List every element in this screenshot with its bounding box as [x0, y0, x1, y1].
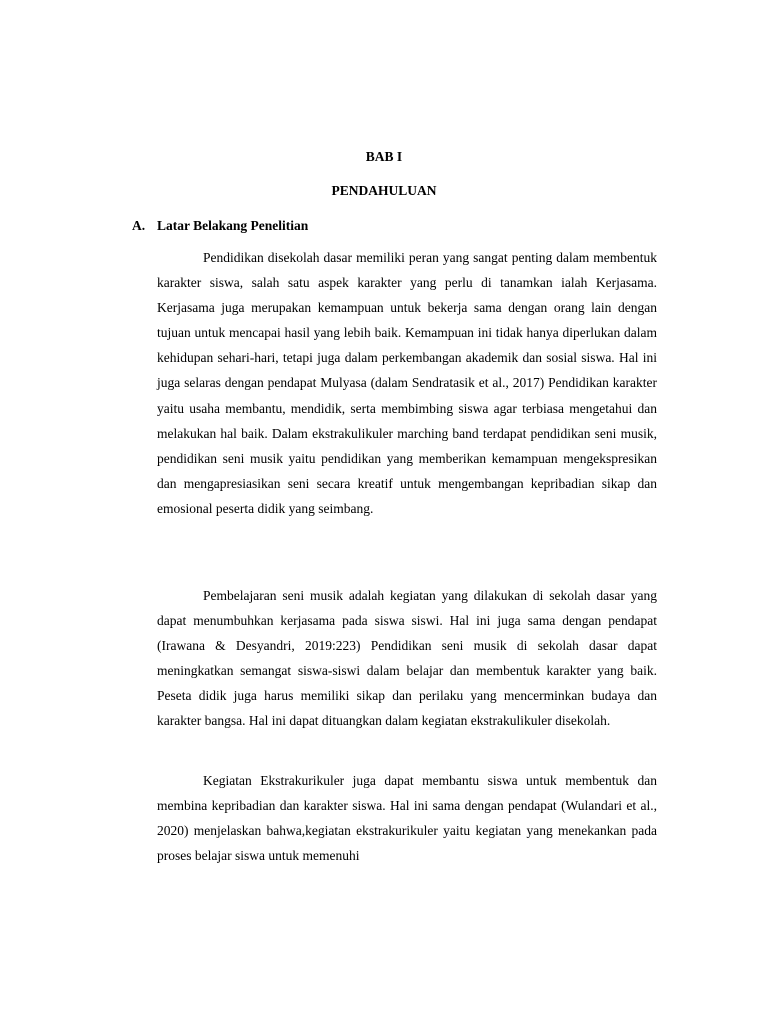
paragraph: Kegiatan Ekstrakurikuler juga dapat membantu siswa untuk membentuk dan membina kepribadian dan karakter siswa. Hal ini sama dengan pendapat (Wulandari et al., 2020) menjelaskan bahwa,kegiatan ekstrakurikuler yaitu kegiatan yang menekankan pada proses belajar siswa untuk memenuhi	[157, 773, 657, 864]
chapter-title: PENDAHULUAN	[331, 183, 437, 198]
chapter-number: BAB I	[365, 149, 403, 164]
section-marker: A.	[132, 218, 146, 233]
paragraph: Pendidikan disekolah dasar memiliki peran yang sangat penting dalam membentuk karakter siswa, salah satu aspek karakter yang perlu di tanamkan ialah Kerjasama. Kerjasama juga merupakan kemampuan untuk bekerja sama dengan orang lain dengan tujuan untuk mencapai hasil yang lebih baik. Kemampuan ini tidak hanya diperlukan dalam kehidupan sehari-hari, tetapi juga dalam perkembangan akademik dan sosial siswa. Hal ini juga selaras dengan pendapat Mulyasa (dalam Sendratasik et al., 2017) Pendidikan karakter yaitu usaha membantu, mendidik, serta membimbing siswa agar terbiasa mengetahui dan melakukan hal baik. Dalam ekstrakulikuler marching band terdapat pendidikan seni musik, pendidikan seni musik yaitu pendidikan yang memberikan kemampuan mengekspresikan dan mengapresiasikan seni secara kreatif untuk mengembangan kepribadian sikap dan emosional peserta didik yang seimbang.	[157, 250, 657, 516]
section-title: Latar Belakang Penelitian	[157, 218, 309, 233]
paragraph: Pembelajaran seni musik adalah kegiatan yang dilakukan di sekolah dasar yang dapat menumbuhkan kerjasama pada siswa siswi. Hal ini juga sama dengan pendapat (Irawana & Desyandri, 2019:223) Pendidikan seni musik di sekolah dasar dapat meningkatkan semangat siswa-siswi dalam belajar dan membentuk karakter yang baik. Peseta didik juga harus memiliki sikap dan perilaku yang mencerminkan budaya dan karakter bangsa. Hal ini dapat dituangkan dalam kegiatan ekstrakulikuler disekolah.	[157, 588, 657, 729]
section-heading	[132, 217, 308, 235]
